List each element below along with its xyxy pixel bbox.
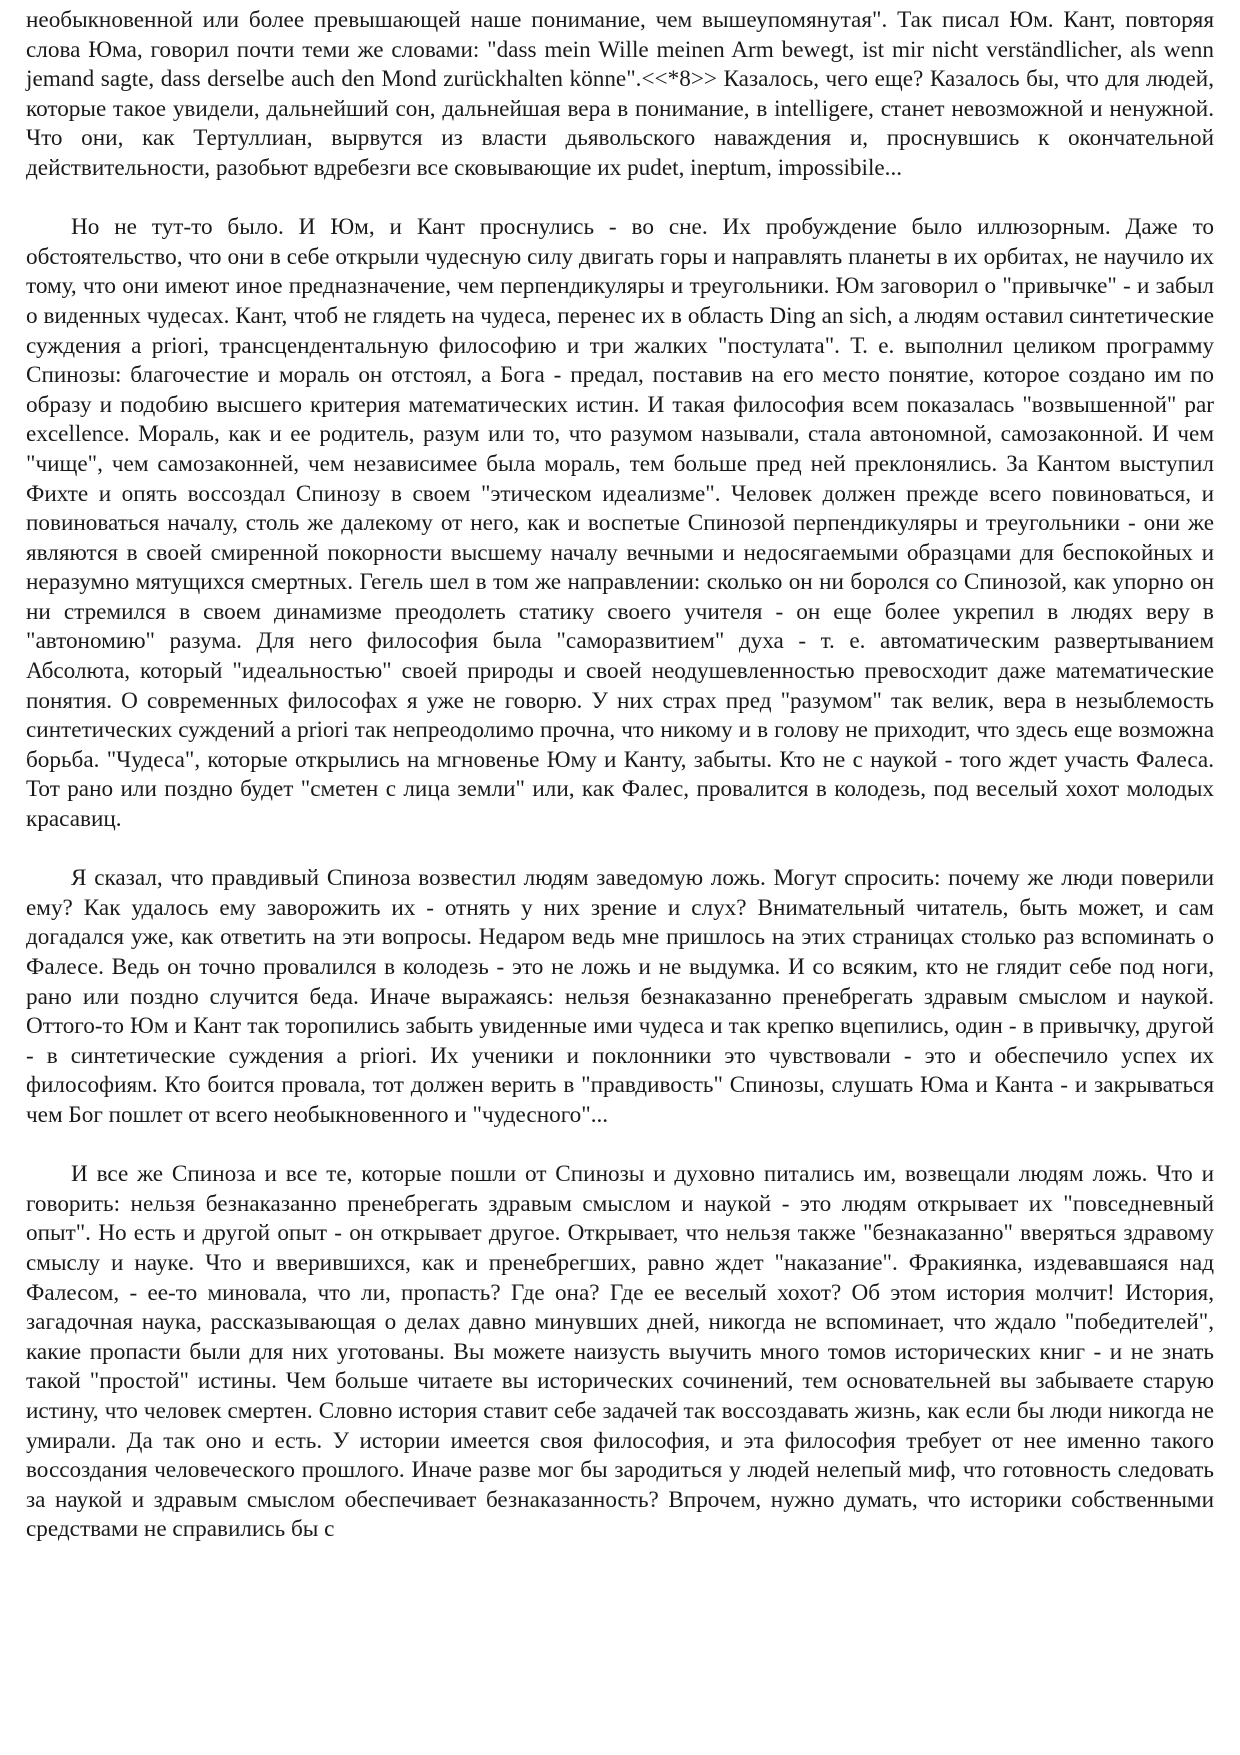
paragraph-4: И все же Спиноза и все те, которые пошли от Спинозы и духовно питались им, возвещали людям ложь. Что и говорить: нельзя безнаказанно пренебрегать здравым смыслом и наукой - это людям открывает их "повседневный опыт". Но есть и другой опыт - он открывает другое. Открывает, что нельзя также "безнаказанно" вверяться здравому смыслу и науке. Что и вверившихся, как и пренебрегших, равно ждет "наказание". Фракиянка, издевавшаяся над Фалесом, - ее-то миновала, что ли, пропасть? Где она? Где ее веселый хохот? Об этом история молчит! История, загадочная наука, рассказывающая о делах давно минувших дней, никогда не вспоминает, что ждало "победителей", какие пропасти были для них уготованы. Вы можете наизусть выучить много томов исторических книг - и не знать такой "простой" истины. Чем больше читаете вы исторических сочинений, тем основательней вы забываете старую истину, что человек смертен. Словно история ставит себе задачей так воссоздавать жизнь, как если бы люди никогда не умирали. Да так оно и есть. У истории имеется своя философия, и эта философия требует от нее именно такого воссоздания человеческого прошлого. Иначе разве мог бы зародиться у людей нелепый миф, что готовность следовать за наукой и здравым смыслом обеспечивает безнаказанность? Впрочем, нужно думать, что историки собственными средствами не справились бы с [26, 1161, 1214, 1543]
paragraph-3: Я сказал, что правдивый Спиноза возвестил людям заведомую ложь. Могут спросить: почему же люди поверили ему? Как удалось ему заворожить их - отнять у них зрение и слух? Внимательный читатель, быть может, и сам догадался уже, как ответить на эти вопросы. Недаром ведь мне пришлось на этих страницах столько раз вспоминать о Фалесе. Ведь он точно провалился в колодезь - это не ложь и не выдумка. И со всяким, кто не глядит себе под ноги, рано или поздно случится беда. Иначе выражаясь: нельзя безнаказанно пренебрегать здравым смыслом и наукой. Оттого-то Юм и Кант так торопились забыть увиденные ими чудеса и так крепко вцепились, один - в привычку, другой - в синтетические суждения a priori. Их ученики и поклонники это чувствовали - это и обеспечило успех их философиям. Кто боится провала, тот должен верить в "правдивость" Спинозы, слушать Юма и Канта - и закрываться чем Бог пошлет от всего необыкновенного и "чудесного"... [26, 865, 1214, 1128]
paragraph-1: необыкновенной или более превышающей наше понимание, чем вышеупомянутая". Так писал Юм. Кант, повторяя слова Юма, говорил почти теми же словами: "dass mein Wille meinen Arm bewegt, ist mir nicht verständlicher, als wenn jemand sagte, dass derselbe auch den Mond zurückhalten könne".<<*8>> Казалось, чего еще? Казалось бы, что для людей, которые такое увидели, дальнейший сон, дальнейшая вера в понимание, в intelligere, станет невозможной и ненужной. Что они, как Тертуллиан, вырвутся из власти дьявольского наваждения и, проснувшись к окончательной действительности, разобьют вдребезги все сковывающие их pudet, ineptum, impossibile... [26, 7, 1214, 181]
document-page [26, 6, 1214, 1545]
paragraph-2: Но не тут-то было. И Юм, и Кант проснулись - во сне. Их пробуждение было иллюзорным. Даже то обстоятельство, что они в себе открыли чудесную силу двигать горы и направлять планеты в их орбитах, не научило их тому, что они имеют иное предназначение, чем перпендикуляры и треугольники. Юм заговорил о "привычке" - и забыл о виденных чудесах. Кант, чтоб не глядеть на чудеса, перенес их в область Ding an sich, а людям оставил синтетические суждения a priori, трансцендентальную философию и три жалких "постулата". Т. е. выполнил целиком программу Спинозы: благочестие и мораль он отстоял, а Бога - предал, поставив на его место понятие, которое создано им по образу и подобию высшего критерия математических истин. И такая философия всем показалась "возвышенной" par excellence. Мораль, как и ее родитель, разум или то, что разумом называли, стала автономной, самозаконной. И чем "чище", чем самозаконней, чем независимее была мораль, тем больше пред ней преклонялись. За Кантом выступил Фихте и опять воссоздал Спинозу в своем "этическом идеализме". Человек должен прежде всего повиноваться, и повиноваться началу, столь же далекому от него, как и воспетые Спинозой перпендикуляры и треугольники - они же являются в своей смиренной покорности высшему началу вечными и недосягаемыми образцами для беспокойных и неразумно мятущихся смертных. Гегель шел в том же направлении: сколько он ни боролся со Спинозой, как упорно он ни стремился в своем динамизме преодолеть статику своего учителя - он еще более укрепил в людях веру в "автономию" разума. Для него философия была "саморазвитием" духа - т. е. автоматическим развертыванием Абсолюта, который "идеальностью" своей природы и своей неодушевленностью превосходит даже математические понятия. О современных философах я уже не говорю. У них страх пред "разумом" так велик, вера в незыблемость синтетических суждений a priori так непреодолимо прочна, что никому и в голову не приходит, что здесь еще возможна борьба. "Чудеса", которые открылись на мгновенье Юму и Канту, забыты. Кто не с наукой - того ждет участь Фалеса. Тот рано или поздно будет "сметен с лица земли" или, как Фалес, провалится в колодезь, под веселый хохот молодых красавиц. [26, 214, 1214, 833]
